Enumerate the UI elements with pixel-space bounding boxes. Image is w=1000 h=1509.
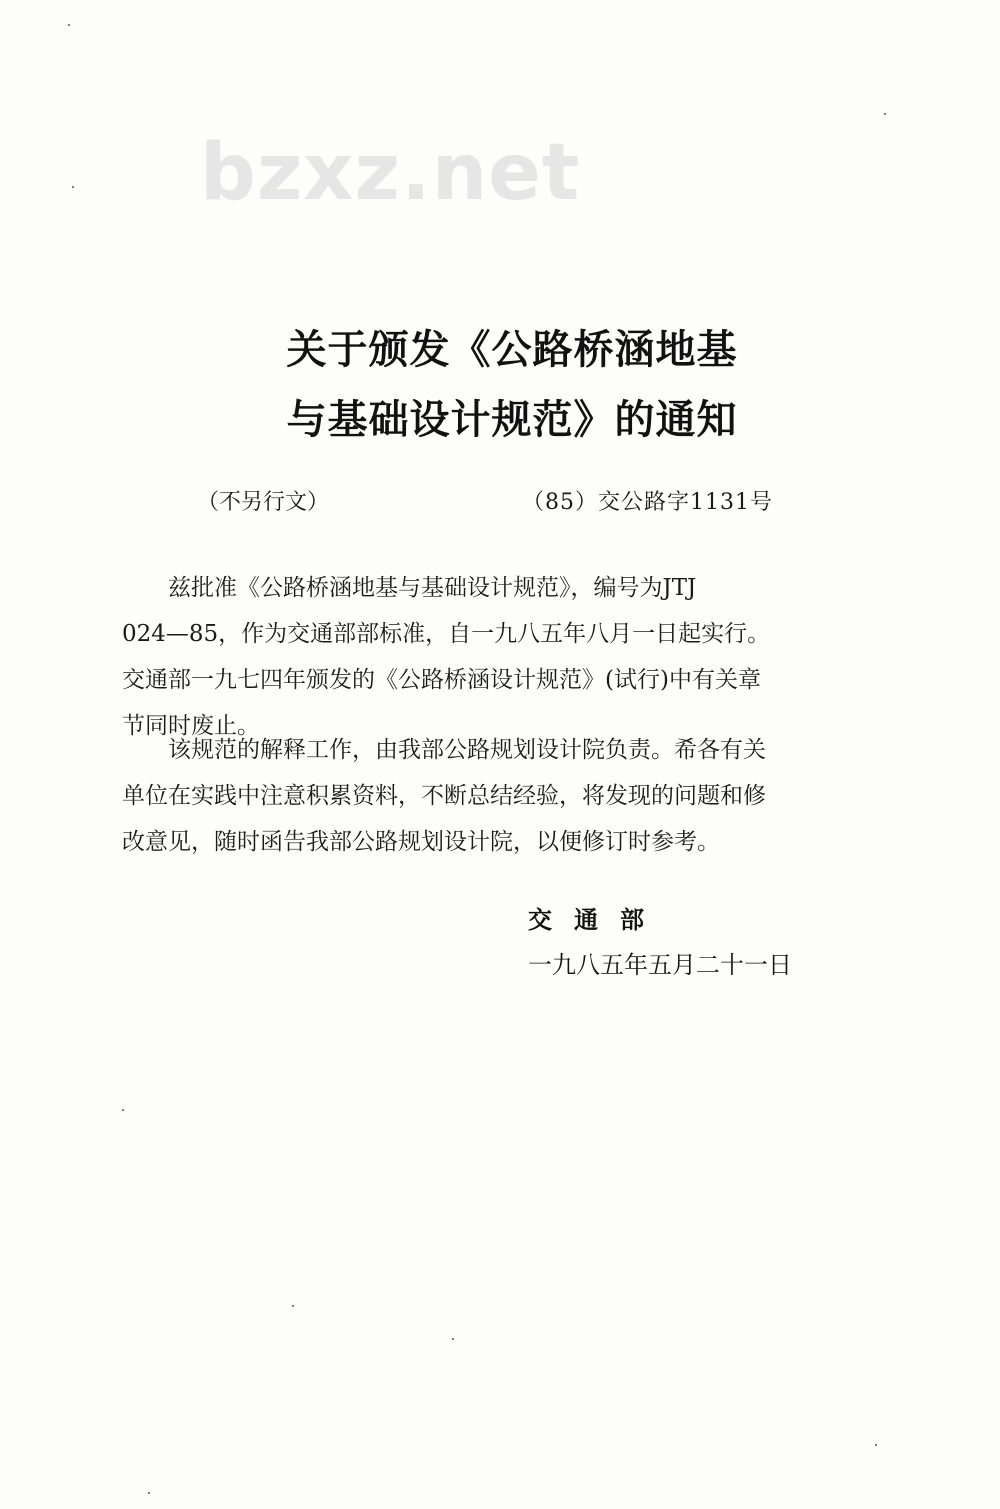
scan-speck bbox=[875, 1444, 877, 1446]
paragraph-line: 改意见，随时函告我部公路规划设计院，以便修订时参考。 bbox=[122, 829, 720, 855]
paragraph-line: 兹批准《公路桥涵地基与基础设计规范》，编号为JTJ bbox=[122, 575, 697, 601]
scan-speck bbox=[122, 1109, 124, 1111]
watermark: bzxz.net bbox=[200, 128, 581, 218]
paragraph-interpretation bbox=[122, 727, 892, 865]
paragraph-line: 单位在实践中注意积累资料，不断总结经验，将发现的问题和修 bbox=[122, 783, 766, 809]
paragraph-approval bbox=[122, 565, 892, 749]
paragraph-line: 该规范的解释工作，由我部公路规划设计院负责。希各有关 bbox=[122, 737, 766, 763]
title-line-1: 关于颁发《公路桥涵地基 bbox=[286, 326, 738, 373]
paragraph-line: 交通部一九七四年颁发的《公路桥涵设计规范》(试行)中有关章 bbox=[122, 667, 761, 693]
scan-speck bbox=[68, 24, 70, 26]
issue-date: 一九八五年五月二十一日 bbox=[528, 951, 792, 979]
scan-speck bbox=[884, 113, 886, 115]
paragraph-line: 节同时废止。 bbox=[122, 713, 260, 739]
issuing-organization: 交通部 bbox=[528, 905, 666, 934]
title-line-2: 与基础设计规范》的通知 bbox=[286, 396, 738, 443]
scan-speck bbox=[452, 1338, 454, 1340]
scan-speck bbox=[72, 186, 74, 188]
scan-speck bbox=[292, 1305, 294, 1307]
paragraph-line: 024—85，作为交通部部标准，自一九八五年八月一日起实行。 bbox=[122, 621, 771, 647]
document-number: （85）交公路字1131号 bbox=[522, 490, 773, 515]
scan-speck bbox=[148, 1492, 150, 1494]
issuance-note: （不另行文） bbox=[197, 490, 330, 515]
